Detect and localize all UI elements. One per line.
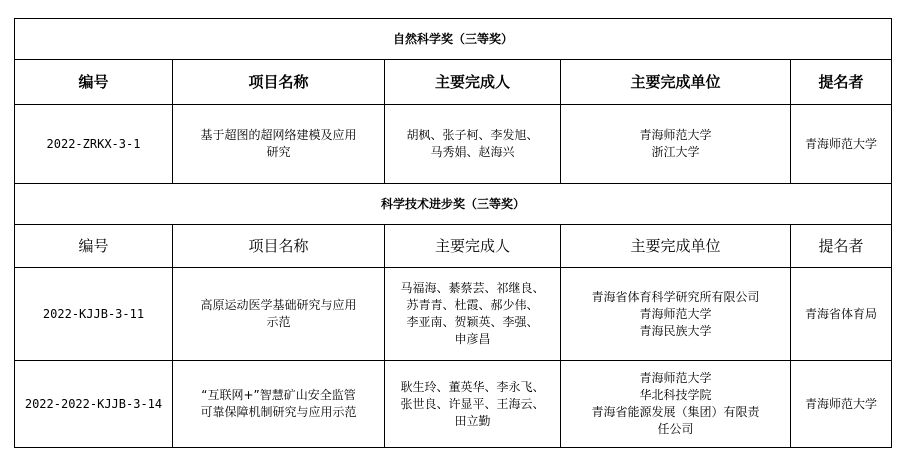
people-line: 苏青青、杜霞、郝少伟、 — [406, 298, 539, 312]
cell-project — [173, 361, 385, 448]
cell-nominator: 青海师范大学 — [791, 105, 892, 184]
unit-line: 青海师范大学 — [639, 128, 712, 142]
header-project: 项目名称 — [173, 225, 385, 268]
people-line: 马秀娟、赵海兴 — [430, 145, 515, 159]
header-id: 编号 — [15, 60, 173, 105]
header-row — [15, 60, 892, 105]
header-row — [15, 225, 892, 268]
header-units: 主要完成单位 — [561, 225, 791, 268]
section-title-row — [15, 19, 892, 60]
table-row — [15, 361, 892, 448]
table-row — [15, 105, 892, 184]
unit-line: 青海师范大学 — [639, 371, 712, 385]
awards-table — [14, 18, 892, 448]
people-line: 张世良、许显平、王海云、 — [400, 396, 545, 411]
people-line: 胡枫、张子柯、李发旭、 — [406, 128, 539, 142]
people-line: 田立勤 — [454, 413, 491, 428]
cell-nominator: 青海省体育局 — [791, 268, 892, 361]
section-title-row — [15, 184, 892, 225]
project-line: 研究 — [266, 145, 291, 159]
cell-nominator: 青海师范大学 — [791, 361, 892, 448]
unit-line: 浙江大学 — [651, 145, 700, 159]
cell-people — [385, 105, 561, 184]
people-line: 耿生玲、董英华、李永飞、 — [400, 379, 545, 394]
header-nominator: 提名者 — [791, 60, 892, 105]
cell-units — [561, 105, 791, 184]
cell-id: 2022-ZRKX-3-1 — [15, 105, 173, 184]
header-units: 主要完成单位 — [561, 60, 791, 105]
unit-line: 青海民族大学 — [639, 323, 712, 338]
people-line: 申彦昌 — [454, 332, 491, 346]
cell-project — [173, 105, 385, 184]
header-nominator: 提名者 — [791, 225, 892, 268]
unit-line: 青海省体育科学研究所有限公司 — [591, 289, 760, 304]
cell-units — [561, 268, 791, 361]
people-line: 李亚南、贺颖英、李强、 — [406, 315, 539, 329]
project-line: 示范 — [266, 315, 291, 329]
cell-id: 2022-KJJB-3-11 — [15, 268, 173, 361]
cell-project — [173, 268, 385, 361]
people-line: 马福海、綦蔡芸、祁继良、 — [400, 281, 545, 295]
cell-people — [385, 361, 561, 448]
unit-line: 青海省能源发展（集团）有限责 — [591, 405, 760, 419]
header-people: 主要完成人 — [385, 225, 561, 268]
project-line: 高原运动医学基础研究与应用 — [200, 298, 357, 312]
section-title: 科学技术进步奖（三等奖） — [15, 184, 892, 225]
unit-line: 任公司 — [657, 422, 694, 436]
project-line: “互联网+”智慧矿山安全监管 — [201, 388, 356, 402]
section-title: 自然科学奖（三等奖） — [15, 19, 892, 60]
unit-line: 华北科技学院 — [639, 388, 712, 402]
project-line: 基于超图的超网络建模及应用 — [200, 128, 357, 142]
header-id: 编号 — [15, 225, 173, 268]
cell-id: 2022-2022-KJJB-3-14 — [15, 361, 173, 448]
cell-units — [561, 361, 791, 448]
header-project: 项目名称 — [173, 60, 385, 105]
cell-people — [385, 268, 561, 361]
project-line: 可靠保障机制研究与应用示范 — [200, 405, 357, 419]
unit-line: 青海师范大学 — [639, 306, 712, 321]
header-people: 主要完成人 — [385, 60, 561, 105]
table-row — [15, 268, 892, 361]
